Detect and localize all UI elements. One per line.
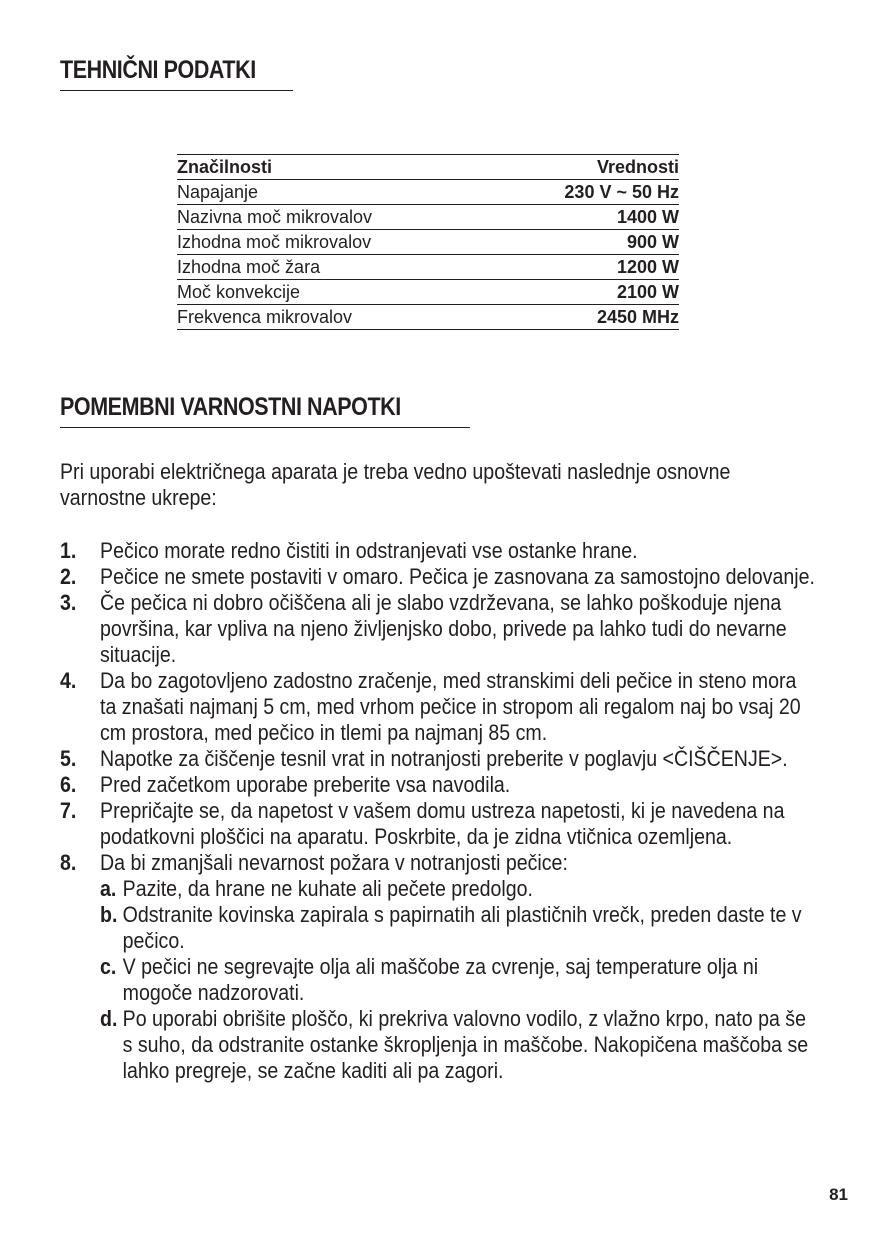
list-item — [60, 668, 817, 746]
list-text: Da bi zmanjšali nevarnost požara v notranjosti pečice: — [100, 850, 568, 875]
table-row — [177, 305, 679, 330]
list-item — [60, 538, 817, 564]
sublist-item — [100, 902, 817, 954]
list-number: 4. — [60, 668, 77, 693]
list-number: 5. — [60, 746, 77, 771]
list-item — [60, 850, 817, 1084]
list-item — [60, 772, 817, 798]
sublist-text: Po uporabi obrišite ploščo, ki prekriva valovno vodilo, z vlažno krpo, nato pa še s suho, da odstranite ostanke škropljenja in maščobe. Nakopičena maščoba se lahko pregreje, se začne kaditi ali pa zagori. — [122, 1006, 809, 1083]
list-text: Napotke za čiščenje tesnil vrat in notranjosti preberite v poglavju <ČIŠČENJE>. — [100, 746, 788, 771]
table-row — [177, 230, 679, 255]
tech-data-title-rule — [60, 90, 293, 91]
table-row — [177, 255, 679, 280]
list-text: Prepričajte se, da napetost v vašem domu ustreza napetosti, ki je navedena na podatkovni ploščici na aparatu. Poskrbite, da je zidna vtičnica ozemljena. — [100, 798, 785, 849]
list-item — [60, 798, 817, 850]
spec-header-value: Vrednosti — [493, 155, 679, 180]
spec-value: 900 W — [493, 230, 679, 255]
list-number: 1. — [60, 538, 77, 563]
spec-key: Moč konvekcije — [177, 280, 493, 305]
fire-safety-sublist — [100, 876, 817, 1084]
safety-title-rule — [60, 427, 470, 428]
spec-key: Frekvenca mikrovalov — [177, 305, 493, 330]
list-text: Pečice ne smete postaviti v omaro. Pečica je zasnovana za samostojno delovanje. — [100, 564, 815, 589]
table-row — [177, 205, 679, 230]
list-text: Da bo zagotovljeno zadostno zračenje, med stranskimi deli pečice in steno mora ta znašati najmanj 5 cm, med vrhom pečice in stropom ali regalom naj bo vsaj 20 cm prostora, med pečico in tlemi pa najmanj 85 cm. — [100, 668, 801, 745]
list-item — [60, 590, 817, 668]
sublist-letter: c. — [100, 954, 117, 979]
list-number: 7. — [60, 798, 77, 823]
spec-value: 2100 W — [493, 280, 679, 305]
list-number: 8. — [60, 850, 77, 875]
sublist-letter: b. — [100, 902, 118, 927]
spec-header-key: Značilnosti — [177, 155, 493, 180]
sublist-item — [100, 954, 817, 1006]
sublist-text: V pečici ne segrevajte olja ali maščobe za cvrenje, saj temperature olja ni mogoče nadzorovati. — [122, 954, 759, 1005]
spec-value: 1200 W — [493, 255, 679, 280]
spec-table — [177, 154, 679, 330]
spec-value: 1400 W — [493, 205, 679, 230]
page-number: 81 — [829, 1185, 848, 1204]
list-number: 3. — [60, 590, 77, 615]
safety-list — [60, 538, 817, 1084]
spec-key: Napajanje — [177, 180, 493, 205]
spec-key: Nazivna moč mikrovalov — [177, 205, 493, 230]
sublist-letter: d. — [100, 1006, 118, 1031]
list-text: Pred začetkom uporabe preberite vsa navodila. — [100, 772, 511, 797]
tech-data-title: TEHNIČNI PODATKI — [60, 56, 256, 84]
list-item — [60, 564, 817, 590]
list-text: Če pečica ni dobro očiščena ali je slabo vzdrževana, se lahko poškoduje njena površina, kar vpliva na njeno življenjsko dobo, privede pa lahko tudi do nevarne situacije. — [100, 590, 787, 667]
sublist-item — [100, 1006, 817, 1084]
sublist-text: Odstranite kovinska zapirala s papirnatih ali plastičnih vrečk, preden daste te v pečico. — [122, 902, 802, 953]
spec-table-header — [177, 155, 679, 180]
list-item — [60, 746, 817, 772]
spec-key: Izhodna moč žara — [177, 255, 493, 280]
safety-intro: Pri uporabi električnega aparata je treba vedno upoštevati naslednje osnovne varnostne ukrepe: — [60, 459, 731, 510]
safety-title: POMEMBNI VARNOSTNI NAPOTKI — [60, 393, 401, 421]
list-text: Pečico morate redno čistiti in odstranjevati vse ostanke hrane. — [100, 538, 638, 563]
table-row — [177, 180, 679, 205]
spec-key: Izhodna moč mikrovalov — [177, 230, 493, 255]
table-row — [177, 280, 679, 305]
sublist-letter: a. — [100, 876, 117, 901]
sublist-item — [100, 876, 817, 902]
list-number: 2. — [60, 564, 77, 589]
list-number: 6. — [60, 772, 77, 797]
spec-value: 230 V ~ 50 Hz — [493, 180, 679, 205]
sublist-text: Pazite, da hrane ne kuhate ali pečete predolgo. — [122, 876, 533, 901]
spec-value: 2450 MHz — [493, 305, 679, 330]
